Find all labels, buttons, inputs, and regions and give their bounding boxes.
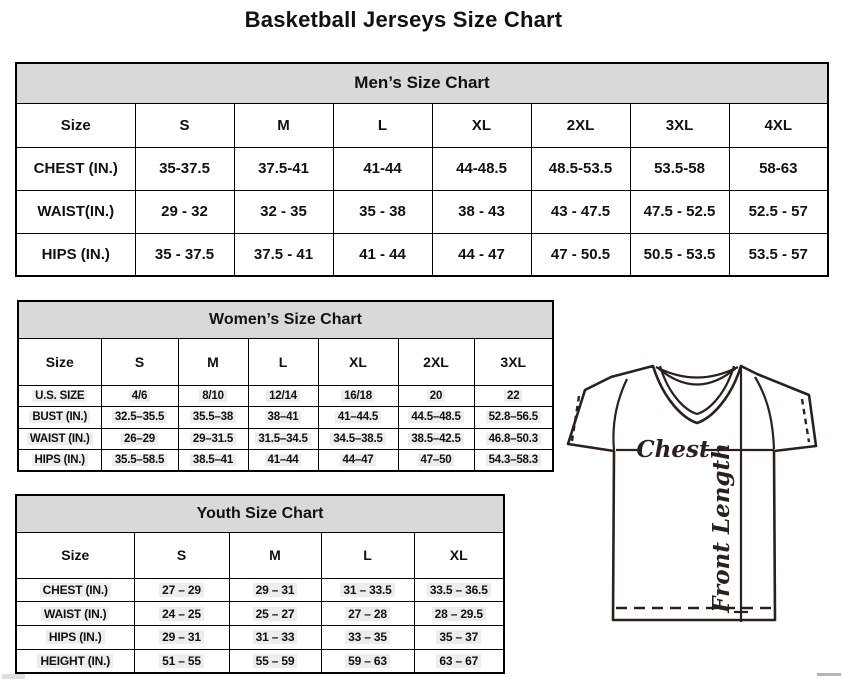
jersey-outline: [568, 366, 816, 620]
column-header: Size: [18, 338, 101, 385]
cell: 28 – 29.5: [414, 602, 504, 626]
cell: 34.5–38.5: [318, 428, 398, 450]
cell: 52.8–56.5: [474, 407, 553, 429]
cell: 41 - 44: [333, 233, 432, 276]
column-header: M: [234, 103, 333, 147]
cutoff-artifact-bottom-right: [817, 673, 841, 676]
row-label: CHEST (IN.): [16, 147, 135, 190]
chest-label: Chest: [636, 436, 710, 463]
cell: 33 – 35: [321, 625, 414, 649]
table-row: [16, 649, 504, 673]
cell: 58-63: [729, 147, 828, 190]
cell: 53.5 - 57: [729, 233, 828, 276]
cell: 44-48.5: [432, 147, 531, 190]
table-row: [16, 578, 504, 602]
cell: 35 - 37.5: [135, 233, 234, 276]
table-row: [18, 428, 553, 450]
row-label: BUST (IN.): [18, 407, 101, 429]
mens-size-table: [15, 62, 829, 277]
column-header: S: [135, 103, 234, 147]
column-header: 4XL: [729, 103, 828, 147]
column-header: S: [134, 532, 229, 578]
table-row: [18, 385, 553, 407]
cell: 12/14: [248, 385, 318, 407]
cell: 47.5 - 52.5: [630, 190, 729, 233]
column-header: Size: [16, 103, 135, 147]
page-title: Basketball Jerseys Size Chart: [244, 7, 563, 32]
column-header: 2XL: [531, 103, 630, 147]
row-label: WAIST (IN.): [16, 602, 134, 626]
cell: 48.5-53.5: [531, 147, 630, 190]
women-table-title: Women’s Size Chart: [18, 301, 553, 338]
cell: 24 – 25: [134, 602, 229, 626]
row-label: HEIGHT (IN.): [16, 649, 134, 673]
cell: 41–44: [248, 450, 318, 472]
column-header: L: [333, 103, 432, 147]
table-row: [16, 602, 504, 626]
cell: 38 - 43: [432, 190, 531, 233]
column-header: XL: [414, 532, 504, 578]
youth-table-title: Youth Size Chart: [16, 495, 504, 532]
column-header: L: [248, 338, 318, 385]
cell: 50.5 - 53.5: [630, 233, 729, 276]
cell: 47 - 50.5: [531, 233, 630, 276]
cell: 52.5 - 57: [729, 190, 828, 233]
table-row: [16, 147, 828, 190]
cell: 35 - 38: [333, 190, 432, 233]
front-length-label: Front Length: [708, 443, 735, 613]
cell: 29–31.5: [178, 428, 248, 450]
cell: 37.5-41: [234, 147, 333, 190]
cell: 46.8–50.3: [474, 428, 553, 450]
cell: 38.5–41: [178, 450, 248, 472]
cell: 35.5–58.5: [101, 450, 178, 472]
column-header: S: [101, 338, 178, 385]
column-header: M: [229, 532, 321, 578]
column-header: 2XL: [398, 338, 474, 385]
cell: 41-44: [333, 147, 432, 190]
column-header: XL: [318, 338, 398, 385]
row-label: U.S. SIZE: [18, 385, 101, 407]
cell: 59 – 63: [321, 649, 414, 673]
collar-back-curve-2: [658, 368, 736, 385]
cell: 27 – 29: [134, 578, 229, 602]
column-header: 3XL: [474, 338, 553, 385]
cell: 35-37.5: [135, 147, 234, 190]
row-label: HIPS (IN.): [18, 450, 101, 472]
cell: 43 - 47.5: [531, 190, 630, 233]
cell: 35.5–38: [178, 407, 248, 429]
cell: 29 - 32: [135, 190, 234, 233]
row-label: CHEST (IN.): [16, 578, 134, 602]
cell: 32.5–35.5: [101, 407, 178, 429]
cell: 31.5–34.5: [248, 428, 318, 450]
cell: 41–44.5: [318, 407, 398, 429]
cell: 44–47: [318, 450, 398, 472]
cell: 51 – 55: [134, 649, 229, 673]
cell: 37.5 - 41: [234, 233, 333, 276]
men-table-title: Men’s Size Chart: [16, 63, 828, 103]
cell: 38–41: [248, 407, 318, 429]
cell: 16/18: [318, 385, 398, 407]
cell: 55 – 59: [229, 649, 321, 673]
cell: 38.5–42.5: [398, 428, 474, 450]
cell: 47–50: [398, 450, 474, 472]
cell: 26–29: [101, 428, 178, 450]
row-label: HIPS (IN.): [16, 233, 135, 276]
cell: 31 – 33: [229, 625, 321, 649]
cell: 20: [398, 385, 474, 407]
row-label: WAIST (IN.): [18, 428, 101, 450]
table-row: [16, 190, 828, 233]
cell: 27 – 28: [321, 602, 414, 626]
row-label: WAIST(IN.): [16, 190, 135, 233]
cell: 53.5-58: [630, 147, 729, 190]
table-row: [16, 625, 504, 649]
cell: 44.5–48.5: [398, 407, 474, 429]
cell: 44 - 47: [432, 233, 531, 276]
table-row: [16, 233, 828, 276]
womens-size-table: [17, 300, 554, 472]
column-header: M: [178, 338, 248, 385]
cell: 33.5 – 36.5: [414, 578, 504, 602]
cell: 4/6: [101, 385, 178, 407]
cell: 25 – 27: [229, 602, 321, 626]
table-row: [18, 407, 553, 429]
cell: 31 – 33.5: [321, 578, 414, 602]
column-header: 3XL: [630, 103, 729, 147]
cell: 8/10: [178, 385, 248, 407]
cell: 35 – 37: [414, 625, 504, 649]
cell: 63 – 67: [414, 649, 504, 673]
cell: 29 – 31: [134, 625, 229, 649]
youth-size-table: [15, 494, 505, 674]
cell: 32 - 35: [234, 190, 333, 233]
cell: 22: [474, 385, 553, 407]
table-row: [18, 450, 553, 472]
column-header: L: [321, 532, 414, 578]
cell: 54.3–58.3: [474, 450, 553, 472]
column-header: XL: [432, 103, 531, 147]
jersey-diagram: [553, 352, 843, 652]
column-header: Size: [16, 532, 134, 578]
cell: 29 – 31: [229, 578, 321, 602]
row-label: HIPS (IN.): [16, 625, 134, 649]
cutoff-artifact-bottom-left: [2, 674, 25, 679]
